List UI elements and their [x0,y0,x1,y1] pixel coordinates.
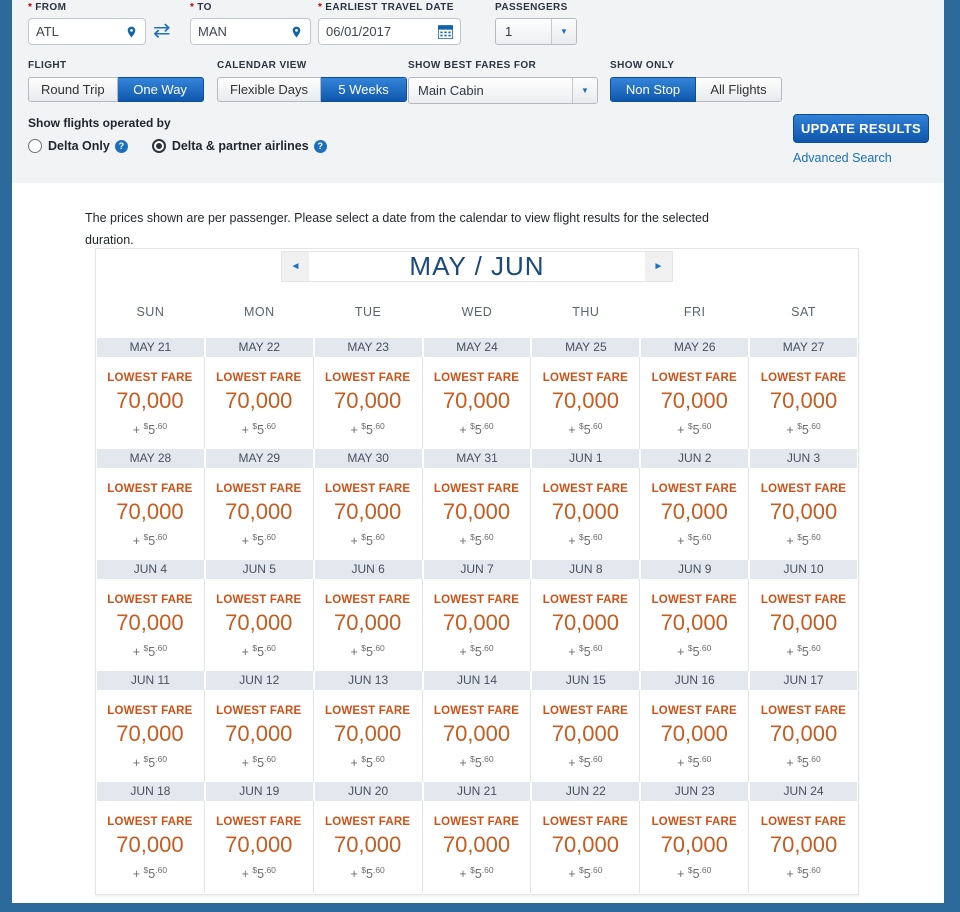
calendar-view-group [217,60,407,102]
date-header-jun-13: JUN 13 [315,671,422,690]
from-field [28,2,146,45]
fare-cell-jun-17[interactable] [749,690,858,782]
lowest-fare-label: LOWEST FARE [760,372,847,384]
day-name-sat: SAT [791,305,816,319]
date-header-may-25: MAY 25 [532,338,639,357]
date-header-may-26: MAY 26 [641,338,748,357]
fare-miles: 70,000 [333,388,402,413]
fare-taxes: + $^{\$}5^{.60}$ [350,754,385,771]
fare-miles: 70,000 [116,499,184,524]
date-header-jun-8: JUN 8 [532,560,639,579]
fare-taxes: + $^{\$}5^{.60}$ [459,532,494,549]
chevron-down-icon: ▼ [572,78,597,103]
fare-miles: 70,000 [116,832,184,857]
show-only-toggle [610,77,782,102]
day-name-tue: TUE [354,305,382,319]
fare-miles: 70,000 [660,721,728,746]
radio-label: Delta & partner airlines [171,139,309,153]
day-name-fri: FRI [683,305,706,319]
lowest-fare-label: LOWEST FARE [325,594,411,606]
fare-miles: 70,000 [769,610,838,635]
day-name-thu: THU [572,305,600,319]
fare-miles: 70,000 [551,610,619,635]
radio-label: Delta Only [48,139,110,153]
fare-miles: 70,000 [116,388,184,413]
fare-taxes: + $^{\$}5^{.60}$ [132,643,168,660]
fare-miles: 70,000 [769,388,838,413]
lowest-fare-label: LOWEST FARE [433,483,520,495]
best-fares-label: SHOW BEST FARES FOR [408,60,537,71]
passengers-field [495,2,577,45]
to-value: MAN [198,24,227,39]
fare-taxes: + $^{\$}5^{.60}$ [241,643,276,660]
update-results-button[interactable]: UPDATE RESULTS [793,114,929,143]
fare-taxes: + $^{\$}5^{.60}$ [568,865,603,882]
radio-selected-icon [152,139,166,153]
fare-taxes: + $^{\$}5^{.60}$ [677,532,712,549]
lowest-fare-label: LOWEST FARE [651,594,737,606]
fare-taxes: + $^{\$}5^{.60}$ [350,421,385,438]
fare-miles: 70,000 [333,499,402,524]
fare-cell-jun-12[interactable] [205,690,314,782]
lowest-fare-label: LOWEST FARE [760,594,847,606]
toggle-5-weeks[interactable]: 5 Weeks [321,77,407,102]
fare-taxes: + $^{\$}5^{.60}$ [568,754,603,771]
fare-miles: 70,000 [333,721,402,746]
lowest-fare-label: LOWEST FARE [107,594,193,606]
flight-type-label: FLIGHT [28,60,67,71]
date-header-may-30: MAY 30 [315,449,422,468]
date-header-jun-24: JUN 24 [750,782,857,801]
operated-by-label: Show flights operated by [28,116,171,130]
fare-miles: 70,000 [225,721,293,746]
date-header-row [96,782,858,801]
from-label: * FROM [28,2,67,13]
fare-taxes: + $^{\$}5^{.60}$ [241,754,276,771]
prev-month-button[interactable]: ◄ [290,261,301,272]
from-value: ATL [36,24,59,39]
lowest-fare-label: LOWEST FARE [651,705,737,717]
lowest-fare-label: LOWEST FARE [107,816,193,828]
date-header-row [96,560,858,579]
calendar-view-toggle [217,77,407,102]
fare-taxes: + $^{\$}5^{.60}$ [241,532,276,549]
fare-cell-jun-13[interactable] [314,690,423,782]
fare-cell-may-22[interactable] [205,357,314,449]
fare-taxes: + $^{\$}5^{.60}$ [568,643,603,660]
toggle-flexible-days[interactable]: Flexible Days [217,77,321,102]
date-header-jun-4: JUN 4 [97,560,204,579]
date-header-may-28: MAY 28 [97,449,204,468]
date-header-jun-23: JUN 23 [641,782,748,801]
fare-cell-may-21[interactable] [96,357,205,449]
best-fares-value: Main Cabin [418,83,484,98]
fare-cell-jun-7[interactable] [423,579,532,671]
lowest-fare-label: LOWEST FARE [651,816,737,828]
from-input[interactable] [28,18,146,45]
required-asterisk: * [190,2,195,13]
lowest-fare-label: LOWEST FARE [107,483,193,495]
fare-cell-jun-16[interactable] [640,690,749,782]
calendar-header [96,249,858,286]
fare-miles: 70,000 [225,610,293,635]
required-asterisk: * [28,2,33,13]
lowest-fare-label: LOWEST FARE [325,372,411,384]
fare-cell-jun-4[interactable] [96,579,205,671]
fare-taxes: + $^{\$}5^{.60}$ [350,643,385,660]
date-header-may-29: MAY 29 [206,449,313,468]
location-pin-icon[interactable] [290,24,303,40]
passengers-value: 1 [505,24,513,39]
radio-unselected-icon [28,139,42,153]
radio-delta-only[interactable] [28,139,128,153]
date-header-may-23: MAY 23 [315,338,422,357]
fare-cell-may-28[interactable] [96,468,205,560]
fare-row [96,801,858,893]
passengers-label: PASSENGERS [495,2,568,13]
date-header-may-22: MAY 22 [206,338,313,357]
date-header-jun-5: JUN 5 [206,560,313,579]
fare-taxes: + $^{\$}5^{.60}$ [132,421,168,438]
fare-miles: 70,000 [442,832,511,857]
fare-taxes: + $^{\$}5^{.60}$ [786,865,821,882]
chevron-down-icon: ▼ [551,19,576,44]
date-header-jun-22: JUN 22 [532,782,639,801]
fare-miles: 70,000 [551,388,619,413]
fare-taxes: + $^{\$}5^{.60}$ [350,865,385,882]
show-only-group [610,60,782,102]
fare-miles: 70,000 [442,721,511,746]
fare-cell-jun-24[interactable] [749,801,858,893]
fare-cell-jun-5[interactable] [205,579,314,671]
flight-search-form [12,0,944,183]
lowest-fare-label: LOWEST FARE [542,816,628,828]
date-header-jun-16: JUN 16 [641,671,748,690]
fare-taxes: + $^{\$}5^{.60}$ [786,421,821,438]
fare-row [96,468,858,560]
fare-miles: 70,000 [116,610,184,635]
fare-cell-jun-15[interactable] [531,690,640,782]
date-header-jun-17: JUN 17 [750,671,857,690]
date-header-jun-1: JUN 1 [532,449,639,468]
help-icon[interactable]: ? [314,140,327,153]
fare-miles: 70,000 [660,388,728,413]
fare-taxes: + $^{\$}5^{.60}$ [350,532,385,549]
fare-cell-jun-1[interactable] [531,468,640,560]
day-names-row [96,286,858,338]
fare-miles: 70,000 [551,832,619,857]
fare-cell-may-29[interactable] [205,468,314,560]
fare-miles: 70,000 [442,610,511,635]
date-header-jun-15: JUN 15 [532,671,639,690]
fare-taxes: + $^{\$}5^{.60}$ [677,865,712,882]
fare-miles: 70,000 [225,388,293,413]
calendar-nav [281,251,673,282]
lowest-fare-label: LOWEST FARE [542,483,628,495]
fare-taxes: + $^{\$}5^{.60}$ [132,532,168,549]
date-header-may-24: MAY 24 [424,338,531,357]
lowest-fare-label: LOWEST FARE [433,705,520,717]
fare-cell-jun-20[interactable] [314,801,423,893]
date-header-row [96,449,858,468]
date-header-jun-19: JUN 19 [206,782,313,801]
operated-by-radios [28,139,351,153]
fare-taxes: + $^{\$}5^{.60}$ [677,421,712,438]
date-header-jun-6: JUN 6 [315,560,422,579]
fare-cell-may-23[interactable] [314,357,423,449]
fare-cell-jun-8[interactable] [531,579,640,671]
toggle-round-trip[interactable]: Round Trip [28,77,118,102]
fare-cell-jun-14[interactable] [423,690,532,782]
date-header-jun-2: JUN 2 [641,449,748,468]
date-header-jun-3: JUN 3 [750,449,857,468]
fare-row [96,690,858,782]
date-header-row [96,338,858,357]
best-fares-select[interactable] [408,77,598,104]
fare-taxes: + $^{\$}5^{.60}$ [241,865,276,882]
fare-miles: 70,000 [333,610,402,635]
date-header-jun-21: JUN 21 [424,782,531,801]
lowest-fare-label: LOWEST FARE [107,372,193,384]
date-header-jun-7: JUN 7 [424,560,531,579]
radio-delta-partner-airlines[interactable] [152,139,327,153]
fare-miles: 70,000 [442,388,511,413]
date-header-jun-18: JUN 18 [97,782,204,801]
fare-row [96,579,858,671]
toggle-one-way[interactable]: One Way [118,77,204,102]
to-label: * TO [190,2,212,13]
location-pin-icon[interactable] [125,24,138,40]
lowest-fare-label: LOWEST FARE [216,483,302,495]
fare-calendar [95,248,859,895]
calendar-weeks [96,338,858,893]
lowest-fare-label: LOWEST FARE [651,372,737,384]
fare-miles: 70,000 [551,499,619,524]
fare-cell-jun-3[interactable] [749,468,858,560]
fare-cell-jun-6[interactable] [314,579,423,671]
fare-cell-jun-9[interactable] [640,579,749,671]
fare-cell-jun-18[interactable] [96,801,205,893]
advanced-search-link[interactable]: Advanced Search [793,151,892,165]
lowest-fare-label: LOWEST FARE [216,372,302,384]
next-month-button[interactable]: ► [653,261,664,272]
date-header-may-27: MAY 27 [750,338,857,357]
show-only-label: SHOW ONLY [610,60,675,71]
fare-miles: 70,000 [225,832,293,857]
to-input[interactable] [190,18,311,45]
fare-taxes: + $^{\$}5^{.60}$ [568,532,603,549]
fare-miles: 70,000 [769,721,838,746]
toggle-all-flights[interactable]: All Flights [696,77,782,102]
page-right-edge [944,0,960,912]
fare-cell-may-26[interactable] [640,357,749,449]
flight-type-toggle [28,77,204,102]
fare-cell-jun-21[interactable] [423,801,532,893]
help-icon[interactable]: ? [115,140,128,153]
fare-taxes: + $^{\$}5^{.60}$ [677,754,712,771]
fare-cell-jun-10[interactable] [749,579,858,671]
fare-taxes: + $^{\$}5^{.60}$ [786,754,821,771]
fare-miles: 70,000 [660,499,728,524]
fare-cell-jun-22[interactable] [531,801,640,893]
page-left-edge [0,0,12,912]
lowest-fare-label: LOWEST FARE [325,705,411,717]
date-header-jun-9: JUN 9 [641,560,748,579]
page-bottom-bar [0,903,960,912]
fare-row [96,357,858,449]
fare-cell-jun-11[interactable] [96,690,205,782]
lowest-fare-label: LOWEST FARE [325,483,411,495]
date-header-jun-14: JUN 14 [424,671,531,690]
travel-date-value: 06/01/2017 [326,24,392,39]
date-header-jun-12: JUN 12 [206,671,313,690]
fare-miles: 70,000 [116,721,184,746]
lowest-fare-label: LOWEST FARE [542,372,628,384]
lowest-fare-label: LOWEST FARE [216,816,302,828]
fare-taxes: + $^{\$}5^{.60}$ [241,421,276,438]
fare-cell-may-31[interactable] [423,468,532,560]
lowest-fare-label: LOWEST FARE [216,705,302,717]
date-header-row [96,671,858,690]
passengers-select[interactable] [495,18,577,45]
lowest-fare-label: LOWEST FARE [651,483,737,495]
fare-taxes: + $^{\$}5^{.60}$ [459,643,494,660]
date-header-jun-11: JUN 11 [97,671,204,690]
travel-date-label: * EARLIEST TRAVEL DATE [318,2,454,13]
lowest-fare-label: LOWEST FARE [760,483,847,495]
fare-cell-may-30[interactable] [314,468,423,560]
calendar-view-label: CALENDAR VIEW [217,60,307,71]
date-header-may-21: MAY 21 [97,338,204,357]
fare-cell-may-25[interactable] [531,357,640,449]
lowest-fare-label: LOWEST FARE [216,594,302,606]
fare-taxes: + $^{\$}5^{.60}$ [459,421,494,438]
fare-miles: 70,000 [333,832,402,857]
lowest-fare-label: LOWEST FARE [433,594,520,606]
fare-miles: 70,000 [769,499,838,524]
travel-date-field [318,2,461,45]
lowest-fare-label: LOWEST FARE [107,705,193,717]
lowest-fare-label: LOWEST FARE [325,816,411,828]
fare-taxes: + $^{\$}5^{.60}$ [786,532,821,549]
day-name-mon: MON [243,305,275,319]
operated-by-group [28,116,351,153]
toggle-non-stop[interactable]: Non Stop [610,77,696,102]
lowest-fare-label: LOWEST FARE [433,372,520,384]
day-name-sun: SUN [136,305,165,319]
fare-miles: 70,000 [442,499,511,524]
lowest-fare-label: LOWEST FARE [542,594,628,606]
fare-miles: 70,000 [225,499,293,524]
required-asterisk: * [318,2,323,13]
date-header-jun-10: JUN 10 [750,560,857,579]
flight-type-group [28,60,204,102]
intro-text: The prices shown are per passenger. Please select a date from the calendar to view flight results for the selected duration. [85,211,709,247]
fare-cell-jun-2[interactable] [640,468,749,560]
fare-miles: 70,000 [660,832,728,857]
calendar-title: MAY / JUN [309,252,645,281]
travel-date-input[interactable] [318,18,461,45]
to-field [190,2,311,45]
lowest-fare-label: LOWEST FARE [542,705,628,717]
date-header-jun-20: JUN 20 [315,782,422,801]
lowest-fare-label: LOWEST FARE [760,705,847,717]
fare-taxes: + $^{\$}5^{.60}$ [677,643,712,660]
fare-taxes: + $^{\$}5^{.60}$ [459,865,494,882]
fare-taxes: + $^{\$}5^{.60}$ [568,421,603,438]
swap-origin-destination-icon[interactable]: ⇄ [153,19,171,42]
fare-taxes: + $^{\$}5^{.60}$ [459,754,494,771]
fare-taxes: + $^{\$}5^{.60}$ [786,643,821,660]
fare-taxes: + $^{\$}5^{.60}$ [132,754,168,771]
calendar-icon[interactable] [438,25,453,39]
fare-miles: 70,000 [660,610,728,635]
fare-cell-jun-23[interactable] [640,801,749,893]
fare-taxes: + $^{\$}5^{.60}$ [132,865,168,882]
fare-miles: 70,000 [769,832,838,857]
best-fares-field [408,60,598,104]
day-name-wed: WED [461,305,493,319]
date-header-may-31: MAY 31 [424,449,531,468]
lowest-fare-label: LOWEST FARE [760,816,847,828]
fare-cell-jun-19[interactable] [205,801,314,893]
fare-miles: 70,000 [551,721,619,746]
fare-cell-may-24[interactable] [423,357,532,449]
fare-cell-may-27[interactable] [749,357,858,449]
lowest-fare-label: LOWEST FARE [433,816,520,828]
